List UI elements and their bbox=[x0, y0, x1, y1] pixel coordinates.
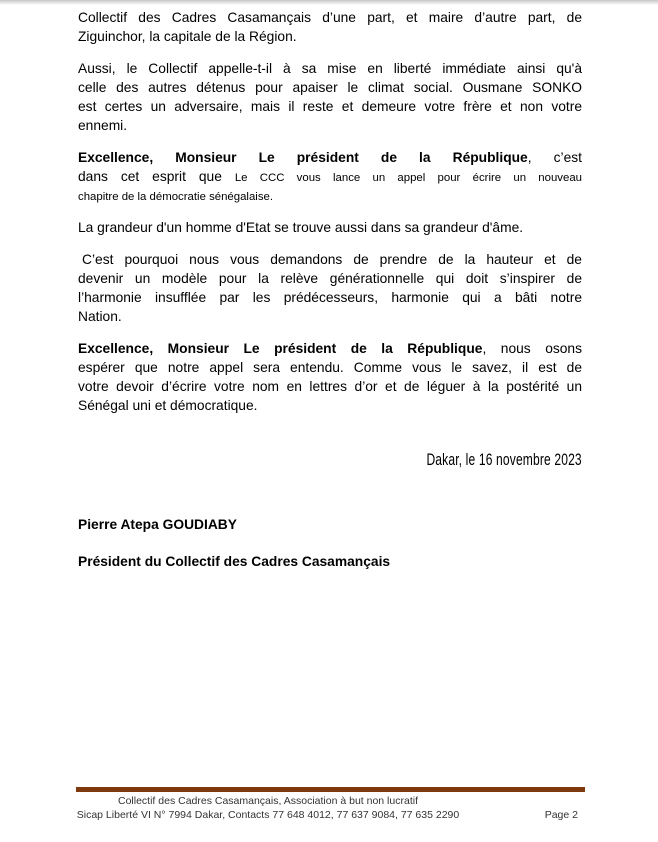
letter-body bbox=[78, 8, 582, 584]
text-segment: l’harmonie insufflée par les prédécesseurs, harmonie qui a bâti notre bbox=[78, 290, 582, 305]
date-line bbox=[78, 450, 582, 469]
text-segment: C’est pourquoi nous vous demandons de prendre de la hauteur et de bbox=[82, 252, 582, 267]
paragraph-harmonie bbox=[78, 250, 582, 326]
text-line bbox=[78, 97, 582, 116]
text-segment: ennemi. bbox=[78, 118, 128, 133]
text-line bbox=[78, 8, 582, 27]
signature-title bbox=[78, 552, 582, 571]
text-line bbox=[78, 307, 582, 326]
text-segment: Collectif des Cadres Casamançais d’une part, et maire d’autre part, de bbox=[78, 10, 582, 25]
text-line bbox=[78, 148, 582, 167]
text-line bbox=[78, 218, 582, 237]
top-shadow bbox=[0, 0, 658, 5]
footer-rule bbox=[76, 787, 585, 792]
text-line bbox=[78, 59, 582, 78]
bold-text: Excellence, Monsieur Le président de la République bbox=[78, 150, 528, 165]
text-line bbox=[78, 515, 582, 534]
text-line bbox=[78, 78, 582, 97]
text-line bbox=[78, 377, 582, 396]
text-segment: Le CCC vous lance un appel pour écrire un nouveau bbox=[234, 172, 582, 184]
footer-org-line: Collectif des Cadres Casamançais, Association à but non lucratif bbox=[118, 795, 418, 807]
text-segment: est certes un adversaire, mais il reste et demeure votre frère et non votre bbox=[78, 99, 582, 114]
text-segment: , nous osons bbox=[482, 341, 582, 356]
text-segment: Ziguinchor, la capitale de la Région. bbox=[78, 29, 297, 44]
text-line bbox=[78, 358, 582, 377]
text-line bbox=[78, 167, 582, 186]
text-line bbox=[78, 396, 582, 415]
paragraph-intro bbox=[78, 8, 582, 46]
footer-page-number: Page 2 bbox=[544, 809, 578, 821]
text-line bbox=[78, 27, 582, 46]
text-segment: Pierre Atepa GOUDIABY bbox=[78, 517, 237, 532]
text-line bbox=[78, 269, 582, 288]
paragraph-excellence-appeal bbox=[78, 148, 582, 205]
text-segment: chapitre de la démocratie sénégalaise. bbox=[78, 191, 274, 203]
paragraph-liberation-appeal bbox=[78, 59, 582, 135]
bold-text: Excellence, Monsieur Le président de la République bbox=[78, 341, 483, 356]
signature-name bbox=[78, 515, 582, 534]
text-segment: , c’est bbox=[527, 150, 582, 165]
text-line bbox=[78, 552, 582, 571]
text-line bbox=[78, 450, 582, 469]
text-line bbox=[78, 186, 582, 205]
paragraph-excellence-conclusion bbox=[78, 339, 582, 415]
text-line bbox=[78, 116, 582, 135]
text-line bbox=[78, 250, 582, 269]
text-segment: celle des autres détenus pour apaiser le climat social. Ousmane SONKO bbox=[78, 80, 582, 95]
text-segment: Nation. bbox=[78, 309, 122, 324]
text-segment: Aussi, le Collectif appelle-t-il à sa mise en liberté immédiate ainsi qu'à bbox=[78, 61, 582, 76]
text-line bbox=[78, 288, 582, 307]
text-segment: devenir un modèle pour la relève générationnelle qui doit s’inspirer de bbox=[78, 271, 582, 286]
text-line bbox=[78, 339, 582, 358]
text-segment: dans cet esprit que bbox=[78, 169, 235, 184]
text-segment: Dakar, le 16 novembre 2023 bbox=[426, 450, 582, 469]
text-segment: votre devoir d’écrire votre nom en lettres d’or et de léguer à la postérité un bbox=[78, 379, 582, 394]
text-segment: Président du Collectif des Cadres Casamançais bbox=[78, 554, 391, 569]
text-segment: Sénégal uni et démocratique. bbox=[78, 398, 258, 413]
text-segment: espérer que notre appel sera entendu. Comme vous le savez, il est de bbox=[78, 360, 582, 375]
text-segment: La grandeur d'un homme d'Etat se trouve aussi dans sa grandeur d'âme. bbox=[78, 220, 524, 235]
paragraph-grandeur bbox=[78, 218, 582, 237]
footer-address-line: Sicap Liberté VI N° 7994 Dakar, Contacts 77 648 4012, 77 637 9084, 77 635 2290 bbox=[76, 809, 460, 821]
